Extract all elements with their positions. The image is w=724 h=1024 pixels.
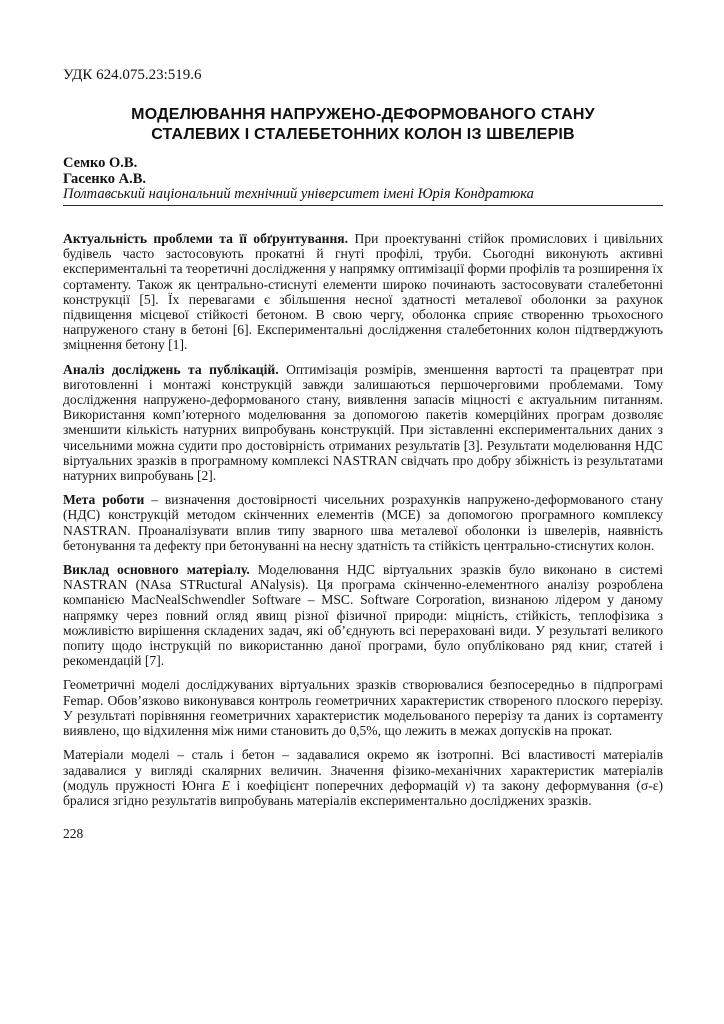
article-body (63, 231, 663, 808)
paragraph-analysis (63, 362, 663, 484)
author-name: Семко О.В. (63, 155, 138, 171)
affiliation: Полтавський національний технічний університет імені Юрія Кондратюка (63, 187, 663, 206)
poisson-ratio-symbol: v (465, 777, 472, 793)
paragraph-text: При проектуванні стійок промислових і цивільних будівель часто застосовують прокатні й гнуті профілі, труби. Сьогодні виконують активні експериментальні та теоретичні дослідження у напрямку оптимізації форми профілів та розширення їх сортаменту. Також як центрально-стиснуті елементи широко починають застосовувати сталебетонні конструкції [5]. Їх перевагами є збільшення несної здатності металевої оболонки за рахунок підвищення місцевої стійкості бетоном. В свою чергу, оболонка сприяє створенню трьохосного напруженого стану в бетоні [6]. Експериментальні дослідження сталебетонних колон підтверджують зміцнення бетону [1]. (63, 231, 663, 353)
paragraph-text: Геометричні моделі досліджуваних віртуальних зразків створювалися безпосередньо в підпрограмі Femap. Обов’язково виконувався контроль геометричних характеристик створеного плоского перерізу. У результаті порівняння геометричних характеристик модельованого перерізу та даних із сортаменту виявлено, що відхилення між ними становить до 0,5%, що лежить в межах допусків на прокат. (63, 677, 663, 739)
paragraph-actuality (63, 231, 663, 353)
young-modulus-symbol: E (221, 777, 230, 793)
paragraph-text: Оптимізація розмірів, зменшення вартості та працевтрат при виготовленні і монтажі конструкцій завжди залишаються першочерговими проблемами. Тому дослідження напружено-деформованого стану, виявлення запасів міцності є актуальним питанням. Використання комп’ютерного моделювання за допомогою пакетів комерційних програм дозволяє зменшити кількість натурних випробувань конструкцій. При зіставленні експериментальних даних з чисельними можна судити про достовірність отриманих результатів [3]. Результати моделювання НДС віртуальних зразків в програмному комплексі NASTRAN свідчать про добру збіжність із результатами натурних випробувань [2]. (63, 361, 663, 484)
paragraph-main-material (63, 562, 663, 668)
paper-title (63, 105, 663, 145)
paragraph-materials (63, 747, 663, 808)
paragraph-text: і коефіцієнт поперечних деформацій (229, 777, 465, 793)
section-lead: Аналіз досліджень та публікацій. (63, 361, 279, 377)
section-lead: Виклад основного матеріалу. (63, 562, 250, 578)
section-lead: Актуальність проблеми та її обґрунтування. (63, 231, 349, 246)
paragraph-text: – визначення достовірності чисельних розрахунків напружено-деформованого стану (НДС) конструкцій методом скінченних елементів (МСЕ) за допомогою програмного комплексу NASTRAN. Проаналізувати вплив типу зварного шва металевої оболонки із швелерів, наявність бетонування та дефекту при бетонуванні на несну здатність та стійкість центрально-стиснутих колон. (63, 492, 663, 553)
section-lead: Мета роботи (63, 492, 145, 508)
page-number: 228 (63, 826, 84, 842)
author-name: Гасенко А.В. (63, 171, 147, 187)
paper-title-line-2: СТАЛЕВИХ І СТАЛЕБЕТОННИХ КОЛОН ІЗ ШВЕЛЕРІВ (151, 126, 575, 143)
paragraph-text: ) та закону деформування (σ-ε) бралися згідно результатів випробувань матеріалів експериментально досліджених зразків. (63, 777, 663, 808)
paragraph-text: Моделювання НДС віртуальних зразків було виконано в системі NASTRAN (NAsa STRuctural ANalysis). Ця програма скінченно-елементного аналізу розроблена компанією MacNealSchwendler Software – MSC. Software Corporation, визнаною лідером у даному напрямку через повний огляд явищ різної фізичної природи: міцність, стійкість, теплофізика з можливістю вирішення складених задач, які об’єднують всі перераховані види. У результаті великого попиту щодо інструкцій по використанню даної програми, було опубліковано ряд книг, статей і рекомендацій [7]. (63, 562, 663, 669)
authors-block (63, 155, 663, 187)
paper-title-line-1: МОДЕЛЮВАННЯ НАПРУЖЕНО-ДЕФОРМОВАНОГО СТАНУ (131, 106, 595, 123)
udc-code: УДК 624.075.23:519.6 (63, 67, 202, 83)
paragraph-geometry (63, 677, 663, 738)
paragraph-goal (63, 492, 663, 553)
paragraph-text: Матеріали моделі – сталь і бетон – задавалися окремо як ізотропні. Всі властивості матеріалів задавалися у вигляді скалярних величин. Значення фізико-механічних характеристик матеріалів (модуль пружності Юнга (63, 747, 663, 793)
